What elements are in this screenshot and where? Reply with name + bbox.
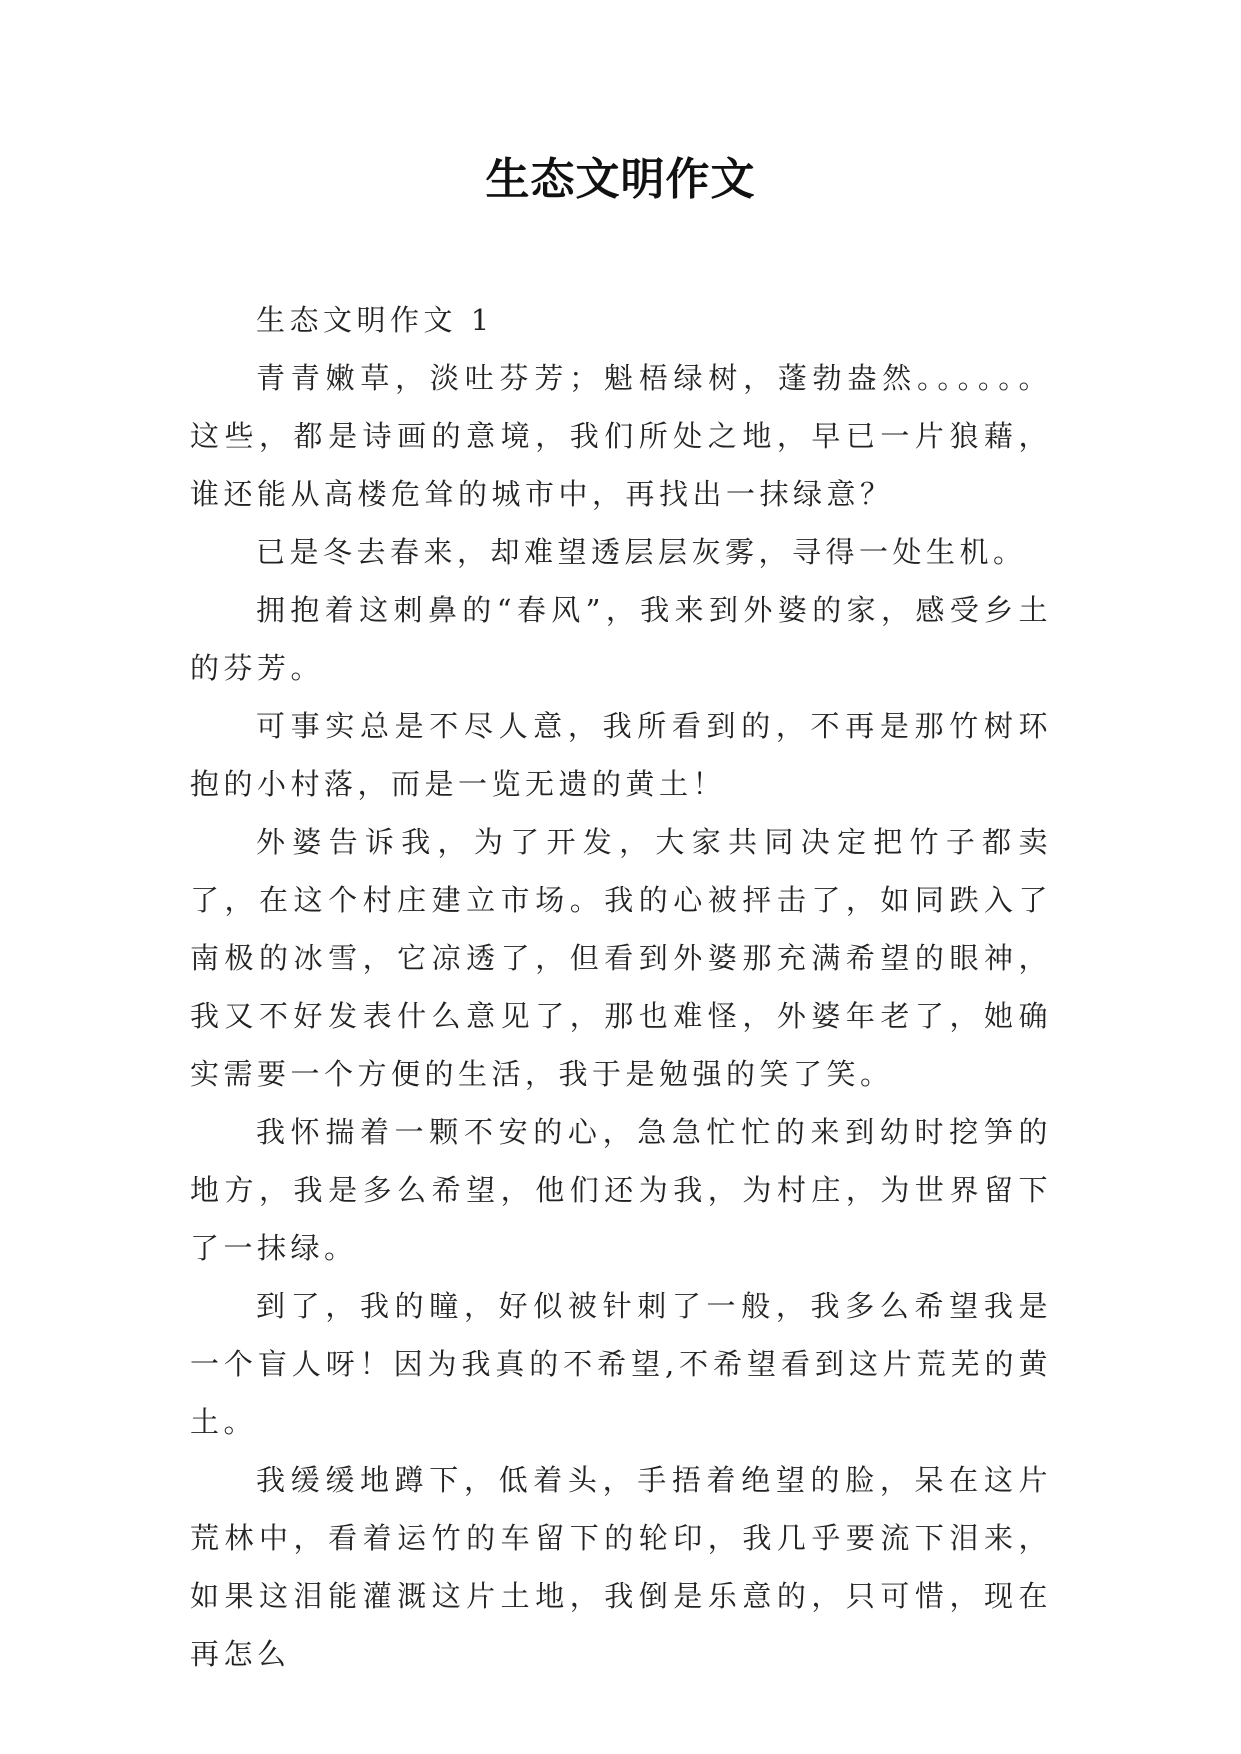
paragraph: 到了，我的瞳，好似被针刺了一般，我多么希望我是一个盲人呀！因为我真的不希望,不希望看到这片荒芜的黄土。 bbox=[190, 1289, 1052, 1439]
paragraph: 我怀揣着一颗不安的心，急急忙忙的来到幼时挖笋的地方，我是多么希望，他们还为我，为村庄，为世界留下了一抹绿。 bbox=[190, 1115, 1052, 1265]
paragraph: 已是冬去春来，却难望透层层灰雾，寻得一处生机。 bbox=[256, 535, 1027, 569]
paragraph: 可事实总是不尽人意，我所看到的，不再是那竹树环抱的小村落，而是一览无遗的黄土！ bbox=[190, 709, 1052, 801]
paragraph: 外婆告诉我，为了开发，大家共同决定把竹子都卖了，在这个村庄建立市场。我的心被抨击了，如同跌入了南极的冰雪，它凉透了，但看到外婆那充满希望的眼神，我又不好发表什么意见了，那也难怪，外婆年老了，她确实需要一个方便的生活，我于是勉强的笑了笑。 bbox=[190, 825, 1052, 1091]
document-title: 生态文明作文 bbox=[485, 154, 756, 205]
paragraph: 拥抱着这刺鼻的“春风”，我来到外婆的家，感受乡土的芬芳。 bbox=[190, 593, 1052, 685]
paragraph: 青青嫩草，淡吐芬芳；魁梧绿树，蓬勃盎然。。。。。。这些，都是诗画的意境，我们所处之地，早已一片狼藉，谁还能从高楼危耸的城市中，再找出一抹绿意？ bbox=[190, 361, 1052, 511]
paragraph: 我缓缓地蹲下，低着头，手捂着绝望的脸，呆在这片荒林中，看着运竹的车留下的轮印，我几乎要流下泪来，如果这泪能灌溉这片土地，我倒是乐意的，只可惜，现在再怎么 bbox=[190, 1463, 1052, 1671]
section-heading: 生态文明作文 1 bbox=[256, 303, 494, 337]
document-body bbox=[190, 291, 1052, 1683]
